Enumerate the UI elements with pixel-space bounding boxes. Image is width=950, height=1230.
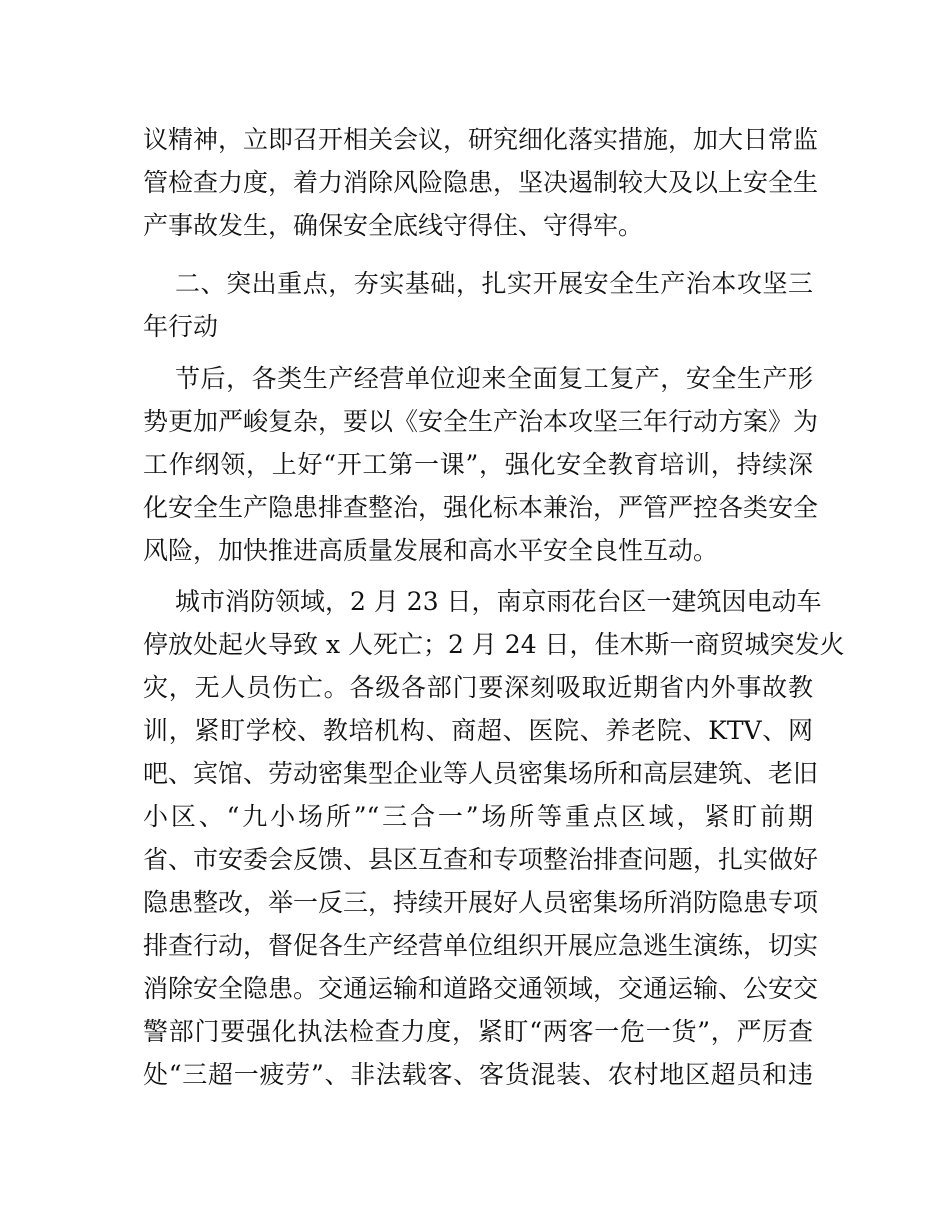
para1-line-2: 管检查力度，着力消除风险隐患，坚决遏制较大及以上安全生 bbox=[143, 168, 819, 197]
para3-line-12: 处“三超一疲劳”、非法载客、客货混装、农村地区超员和违 bbox=[143, 1060, 813, 1089]
para3-line-2: 停放处起火导致 x 人死亡；2 月 24 日，佳木斯一商贸城突发火 bbox=[143, 630, 845, 659]
para2-line-5: 风险，加快推进高质量发展和高水平安全良性互动。 bbox=[143, 536, 719, 565]
para2-line-4: 化安全生产隐患排查整治，强化标本兼治，严管严控各类安全 bbox=[143, 493, 819, 522]
para3-line-1: 城市消防领域，2 月 23 日，南京雨花台区一建筑因电动车 bbox=[175, 587, 822, 616]
para3-line-9: 排查行动，督促各生产经营单位组织开展应急逃生演练，切实 bbox=[143, 931, 819, 960]
heading2-line-2: 年行动 bbox=[143, 312, 219, 341]
para3-line-7: 省、市安委会反馈、县区互查和专项整治排查问题，扎实做好 bbox=[143, 845, 819, 874]
para1-line-3: 产事故发生，确保安全底线守得住、守得牢。 bbox=[143, 211, 644, 240]
para2-line-1: 节后，各类生产经营单位迎来全面复工复产，安全生产形 bbox=[175, 364, 813, 393]
para3-line-4: 训，紧盯学校、教培机构、商超、医院、养老院、KTV、网 bbox=[143, 716, 813, 745]
para3-line-11: 警部门要强化执法检查力度，紧盯“两客一危一货”，严厉查 bbox=[143, 1017, 813, 1046]
para3-line-10: 消除安全隐患。交通运输和道路交通领域，交通运输、公安交 bbox=[143, 974, 819, 1003]
heading2-line-1: 二、突出重点，夯实基础，扎实开展安全生产治本攻坚三 bbox=[175, 269, 813, 298]
para3-line-8: 隐患整改，举一反三，持续开展好人员密集场所消防隐患专项 bbox=[143, 888, 819, 917]
para3-line-5: 吧、宾馆、劳动密集型企业等人员密集场所和高层建筑、老旧 bbox=[143, 759, 819, 788]
para1-line-1: 议精神，立即召开相关会议，研究细化落实措施，加大日常监 bbox=[143, 125, 819, 154]
para2-line-3: 工作纲领，上好“开工第一课”，强化安全教育培训，持续深 bbox=[143, 450, 813, 479]
para3-line-6: 小区、“九小场所”“三合一”场所等重点区域，紧盯前期 bbox=[143, 802, 813, 831]
para2-line-2: 势更加严峻复杂，要以《安全生产治本攻坚三年行动方案》为 bbox=[143, 407, 819, 436]
para3-line-3: 灾，无人员伤亡。各级各部门要深刻吸取近期省内外事故教 bbox=[143, 673, 813, 702]
